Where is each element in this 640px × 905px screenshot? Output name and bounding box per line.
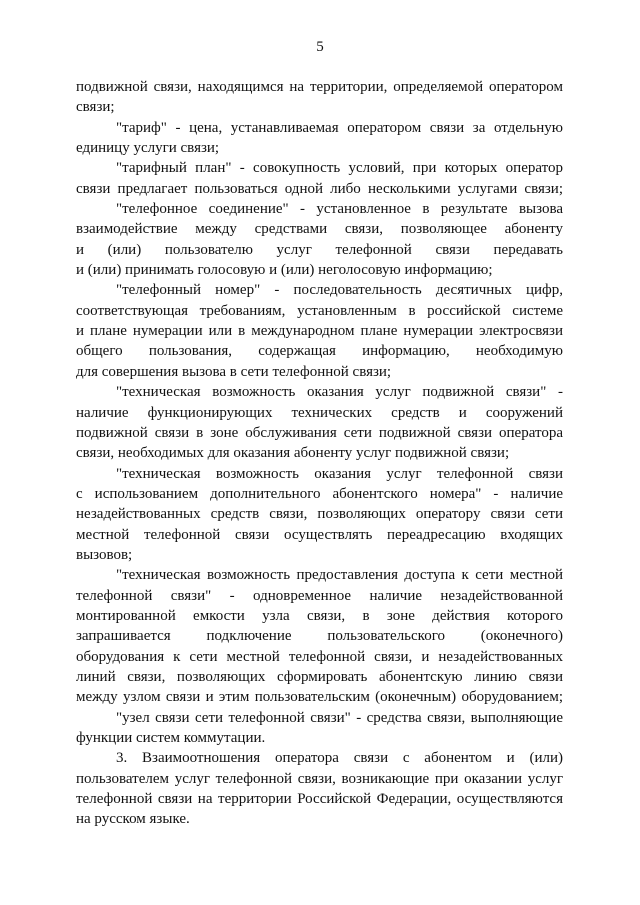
text-line: "узел связи сети телефонной связи" - средства связи, выполняющие [116, 709, 563, 726]
text-line: на русском языке. [76, 811, 190, 828]
text-line: единицу услуги связи; [76, 140, 220, 157]
text-line: "техническая возможность оказания услуг телефонной связи [116, 465, 563, 482]
text-line: "тарифный план" - совокупность условий, при которых оператор [116, 160, 563, 177]
text-line: и (или) пользователю услуг телефонной связи передавать [76, 241, 563, 258]
page-number: 5 [316, 39, 324, 55]
text-line: с использованием дополнительного абонентского номера" - наличие [76, 485, 563, 502]
text-line: и (или) принимать голосовую и (или) неголосовую информацию; [76, 262, 493, 279]
text-line: телефонной связи" - одновременное наличие незадействованной [76, 587, 563, 604]
text-line: 3. Взаимоотношения оператора связи с абонентом и (или) [116, 750, 563, 767]
text-line: "телефонный номер" - последовательность десятичных цифр, [116, 282, 563, 299]
text-line: связи, необходимых для оказания абоненту услуг подвижной связи; [76, 445, 510, 462]
text-line: линий связи, позволяющих сформировать абонентскую линию связи [76, 668, 563, 685]
text-line: и плане нумерации или в международном плане нумерации электросвязи [76, 323, 563, 340]
text-line: функции систем коммутации. [76, 730, 266, 746]
text-line: местной телефонной связи осуществлять переадресацию входящих [76, 526, 563, 543]
text-line: пользователем услуг телефонной связи, возникающие при оказании услуг [76, 770, 563, 787]
document-body-text [76, 77, 563, 830]
text-line: между узлом связи и этим пользовательским (оконечным) оборудованием; [76, 689, 563, 706]
text-line: незадействованных средств связи, позволяющих оператору связи сети [76, 506, 563, 523]
text-line: взаимодействие между средствами связи, позволяющее абоненту [76, 221, 563, 238]
text-line: "телефонное соединение" - установленное в результате вызова [116, 201, 563, 218]
text-line: телефонной связи на территории Российской Федерации, осуществляются [76, 791, 563, 808]
text-line: "техническая возможность предоставления доступа к сети местной [116, 567, 563, 584]
text-line: для совершения вызова в сети телефонной связи; [76, 363, 392, 380]
text-line: связи предлагает пользоваться одной либо несколькими услугами связи; [76, 180, 563, 197]
text-line: монтированной емкости узла связи, в зоне действия которого [76, 607, 563, 624]
text-line: запрашивается подключение пользовательского (оконечного) [76, 628, 563, 645]
text-line: подвижной связи, находящимся на территории, определяемой оператором [76, 79, 563, 95]
text-line: оборудования к сети местной телефонной связи, и незадействованных [76, 648, 563, 665]
text-line: "техническая возможность оказания услуг подвижной связи" - [116, 384, 563, 401]
text-line: наличие функционирующих технических средств и сооружений [76, 404, 563, 421]
text-line: связи; [76, 99, 115, 116]
text-line: соответствующая требованиям, установленным в российской системе [76, 302, 563, 319]
text-line: подвижной связи в зоне обслуживания сети подвижной связи оператора [76, 424, 563, 441]
text-line: "тариф" - цена, устанавливаемая оператором связи за отдельную [116, 119, 563, 136]
text-line: общего пользования, содержащая информацию, необходимую [76, 343, 563, 360]
text-line: вызовов; [76, 546, 133, 563]
